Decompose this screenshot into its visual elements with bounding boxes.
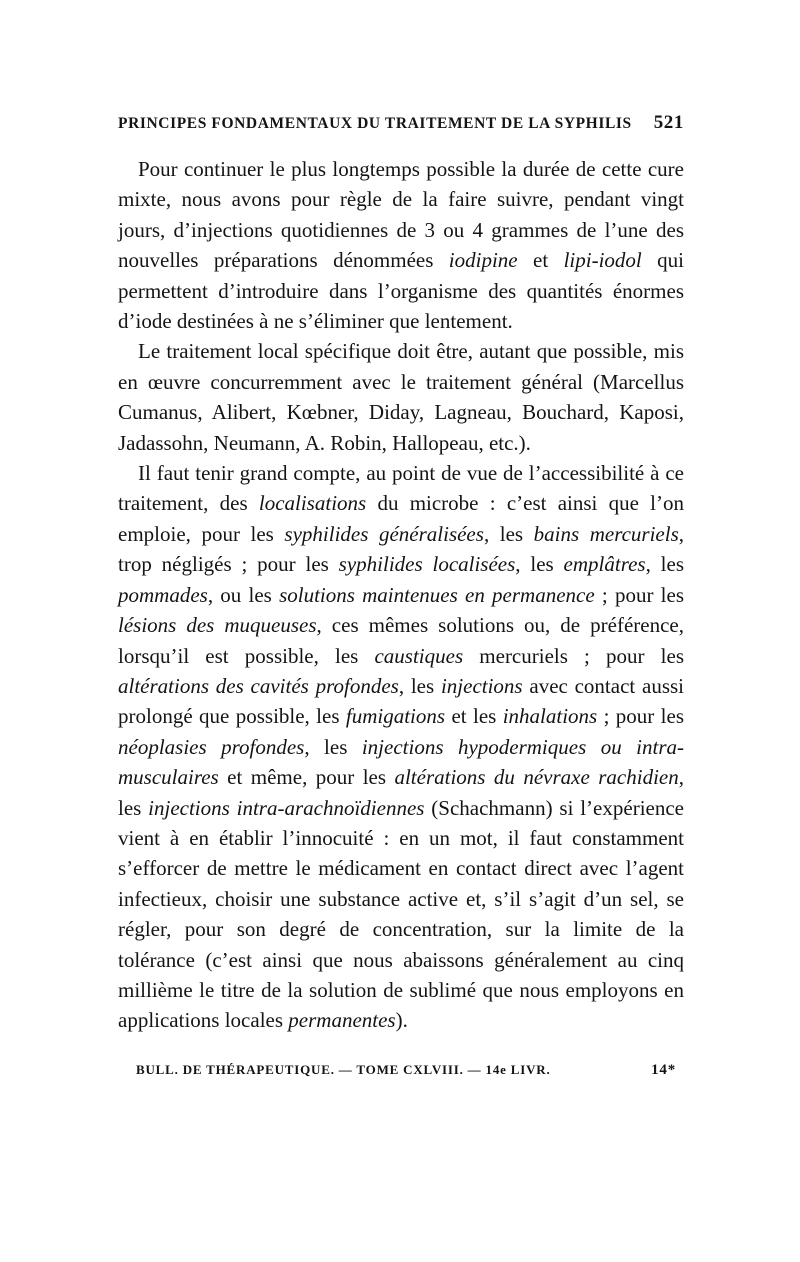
italic-run: injections <box>440 673 523 698</box>
text-run: Le traitement local spécifique doit être, autant que possible, mis en œuvre concurremment avec le traitement général (Marcellus Cumanus, Alibert, Kœbner, Diday, Lagneau, Bouchard, Kaposi, Jadassohn, Neumann, A. Robin, Hallopeau, etc.). <box>118 339 684 455</box>
italic-run: iodipine <box>448 248 518 273</box>
text-run: et les <box>445 704 503 729</box>
text-run: , ces mêmes solutions ou, de préférence, lorsqu’il est possible, les <box>118 613 684 668</box>
italic-run: pommades <box>118 582 208 607</box>
italic-run: fumigations <box>345 704 446 729</box>
signature-mark: 14* <box>651 1062 676 1078</box>
text-run: , les <box>483 521 534 546</box>
text-run: avec contact aussi prolongé que possible, les <box>118 673 685 729</box>
italic-run: syphilides généralisées <box>284 521 484 546</box>
text-run: , les <box>118 765 684 820</box>
page <box>118 112 684 1036</box>
italic-run: solutions maintenues en permanence <box>279 582 595 607</box>
paragraph <box>118 154 684 336</box>
text-run: Pour continuer le plus longtemps possible la durée de cette cure mixte, nous avons pour règle de la faire suivre, pendant vingt jours, d’injections quotidiennes de 3 ou 4 grammes de l’une des nouvelles préparations dénommées <box>118 157 684 273</box>
body-text <box>118 154 684 1036</box>
italic-run: syphilides localisées <box>338 552 516 577</box>
text-run: , trop négligés ; pour les <box>118 521 684 577</box>
text-run: ). <box>395 1008 408 1033</box>
text-run: et <box>517 248 564 273</box>
italic-run: emplâtres <box>563 552 646 577</box>
paragraph <box>118 458 684 1036</box>
paragraph <box>118 336 684 458</box>
text-run: , les <box>398 673 441 698</box>
text-run: , ou les <box>207 582 280 607</box>
italic-run: injections hypodermiques ou intra-musculaires <box>118 734 685 790</box>
text-run: , les <box>304 734 362 759</box>
text-run: ; pour les <box>597 704 685 729</box>
page-footer <box>136 1062 676 1079</box>
text-run: Il faut tenir grand compte, au point de vue de l’accessibilité à ce traitement, des <box>118 461 684 516</box>
italic-run: localisations <box>258 491 367 516</box>
italic-run: néoplasies profondes <box>118 734 305 759</box>
italic-run: lipi-iodol <box>563 248 642 273</box>
text-run: , les <box>515 552 564 577</box>
italic-run: inhalations <box>502 704 598 729</box>
running-title: PRINCIPES FONDAMENTAUX DU TRAITEMENT DE LA SYPHILIS <box>118 115 632 132</box>
text-run: du microbe : c’est ainsi que l’on emploie, pour les <box>118 491 684 546</box>
text-run: et même, pour les <box>218 765 395 790</box>
italic-run: caustiques <box>374 643 464 668</box>
text-run: ; pour les <box>594 582 685 607</box>
italic-run: altérations des cavités profondes <box>118 673 399 698</box>
italic-run: bains mercuriels <box>533 521 679 546</box>
running-header <box>118 112 684 146</box>
journal-line: BULL. DE THÉRAPEUTIQUE. — TOME CXLVIII. — 14e LIVR. <box>136 1062 551 1077</box>
italic-run: lésions des muqueuses <box>118 613 317 638</box>
italic-run: altérations du névraxe rachidien <box>394 765 679 790</box>
text-run: qui permettent d’introduire dans l’organisme des quantités énormes d’iode destinées à ne s’éliminer que lentement. <box>118 248 685 334</box>
italic-run: injections intra-arachnoïdiennes <box>148 795 425 820</box>
italic-run: permanentes <box>288 1008 396 1033</box>
text-run: (Schachmann) si l’expérience vient à en établir l’innocuité : en un mot, il faut constamment s’efforcer de mettre le médicament en contact direct avec l’agent infectieux, choisir une substance active et, s’il s’agit d’un sel, se régler, pour son degré de concentration, sur la limite de la tolérance (c’est ainsi que nous abaissons généralement au cinq millième le titre de la solution de sublimé que nous employons en applications locales <box>118 795 684 1033</box>
text-run: mercuriels ; pour les <box>463 643 684 668</box>
text-run: , les <box>645 552 685 577</box>
page-number: 521 <box>653 112 684 133</box>
